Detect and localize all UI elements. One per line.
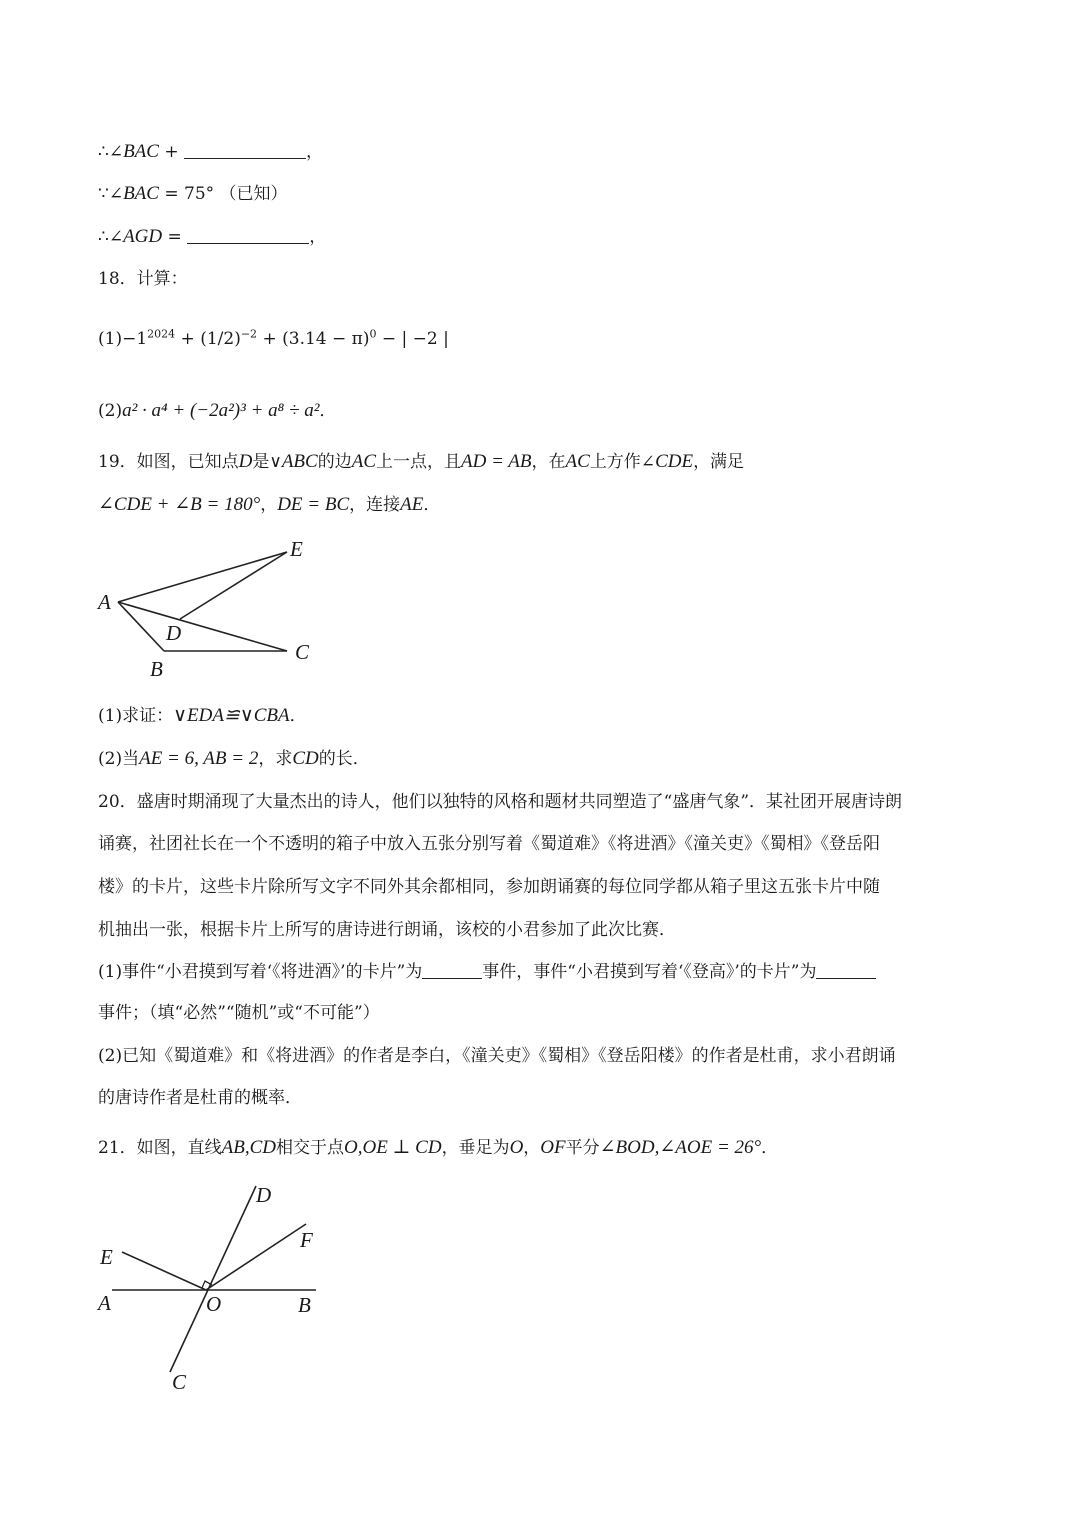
text: 上方作∠ xyxy=(589,452,656,472)
q20-line-3: 楼》的卡片，这些卡片除所写文字不同外其余都相同，参加朗诵赛的每位同学都从箱子里这五张卡片中随 xyxy=(98,877,880,897)
math: ) xyxy=(234,329,241,349)
text: (1)事件“小君摸到写着‘《将进酒》’的卡片”为 xyxy=(98,962,423,982)
point-label-A: A xyxy=(98,1291,111,1315)
answer-blank[interactable] xyxy=(184,158,306,159)
segment-AC xyxy=(118,602,287,651)
text: ∵∠ xyxy=(98,184,124,204)
answer-blank[interactable] xyxy=(187,243,309,244)
text: ，满足 xyxy=(693,452,745,472)
exponent: 2024 xyxy=(147,327,176,341)
q18-part-1 xyxy=(98,326,449,352)
point-label-E: E xyxy=(290,537,303,561)
math-var: OF xyxy=(540,1137,566,1158)
math: ∠CDE + ∠B = 180° xyxy=(98,494,261,515)
q21-line-1 xyxy=(98,1135,778,1161)
text: ． xyxy=(319,401,337,421)
math: DE = BC xyxy=(277,494,350,515)
math: + (3.14 − π) xyxy=(257,329,370,349)
segment-DE xyxy=(180,552,287,619)
q20-sub-2-line-1: (2)已知《蜀道难》和《将进酒》的作者是李白，《潼关吏》《蜀相》《登岳阳楼》的作者是杜甫，求小君朗诵 xyxy=(98,1046,896,1066)
math-var: AE xyxy=(400,494,424,515)
point-label-E: E xyxy=(100,1245,113,1269)
text: 上一点，且 xyxy=(376,452,461,472)
math: O,OE ⊥ CD xyxy=(344,1137,442,1158)
text: 的边 xyxy=(317,452,352,472)
text: 事件，事件“小君摸到写着‘《登高》’的卡片”为 xyxy=(482,962,817,982)
q19-sub-1 xyxy=(98,703,307,729)
q18-title: 18．计算： xyxy=(98,269,188,289)
q19-figure xyxy=(90,535,330,685)
point-label-O: O xyxy=(206,1292,222,1316)
q20-line-4: 机抽出一张，根据卡片上所写的唐诗进行朗诵，该校的小君参加了此次比赛． xyxy=(98,920,676,940)
text: 21．如图，直线 xyxy=(98,1138,222,1158)
math: −1 xyxy=(122,329,148,349)
math-var: AGD xyxy=(123,226,163,247)
point-label-C: C xyxy=(295,640,310,664)
math-var: O xyxy=(509,1137,524,1158)
point-label-C: C xyxy=(172,1370,187,1394)
text: ， xyxy=(306,142,324,162)
point-label-A: A xyxy=(98,590,111,614)
text: = xyxy=(162,227,188,247)
math: − | −2 | xyxy=(376,329,449,349)
math-var: AC xyxy=(351,451,376,472)
ray-OF xyxy=(206,1224,306,1290)
q20-sub-2-line-2: 的唐诗作者是杜甫的概率． xyxy=(98,1088,302,1108)
math: ∠BOD,∠AOE = 26° xyxy=(599,1137,762,1158)
text: + xyxy=(158,142,185,162)
text: ∴∠ xyxy=(98,142,124,162)
text: 19．如图，已知点 xyxy=(98,452,239,472)
answer-blank[interactable] xyxy=(816,978,876,979)
point-label-B: B xyxy=(298,1293,311,1317)
math-var: CDE xyxy=(655,451,694,472)
math: AD = AB xyxy=(461,451,532,472)
q17-line-3 xyxy=(98,224,326,250)
exponent: −2 xyxy=(240,327,258,341)
text: ． xyxy=(761,1138,779,1158)
point-label-F: F xyxy=(300,1228,313,1252)
q19-line-2 xyxy=(98,492,440,518)
text: ， xyxy=(309,227,327,247)
point-label-B: B xyxy=(150,657,163,681)
point-label-D: D xyxy=(166,621,182,645)
q17-line-2 xyxy=(98,181,288,207)
math-var: BAC xyxy=(123,183,159,204)
text: 相交于点 xyxy=(276,1138,344,1158)
text: ， xyxy=(260,495,278,515)
text: ， xyxy=(523,1138,541,1158)
segment-AE xyxy=(118,552,287,602)
text: (1)求证： xyxy=(98,706,174,726)
math-var: BAC xyxy=(123,141,159,162)
text: ∴∠ xyxy=(98,227,124,247)
ray-OE xyxy=(122,1252,206,1290)
math: ∨EDA≌∨CBA xyxy=(173,705,290,726)
exponent: 0 xyxy=(369,327,377,341)
text: 的长． xyxy=(318,749,370,769)
text: ，在 xyxy=(531,452,566,472)
q20-sub-1-cont: 事件；（填“必然”“随机”或“不可能”） xyxy=(98,1003,380,1023)
point-label-D: D xyxy=(256,1183,272,1207)
fraction: 1/2 xyxy=(206,329,235,349)
q18-part-2 xyxy=(98,398,336,424)
math: AE = 6, AB = 2 xyxy=(139,748,259,769)
text: ，求 xyxy=(258,749,293,769)
part-label: (2) xyxy=(98,401,123,421)
q19-line-1 xyxy=(98,449,744,475)
text: (2)当 xyxy=(98,749,140,769)
math-var: AC xyxy=(565,451,590,472)
math-var: CD xyxy=(292,748,319,769)
q17-line-1 xyxy=(98,139,323,165)
answer-blank[interactable] xyxy=(422,978,482,979)
text: ，连接 xyxy=(349,495,401,515)
q20-line-2: 诵赛，社团社长在一个不透明的箱子中放入五张分别写着《蜀道难》《将进酒》《潼关吏》《蜀相》《登岳阳 xyxy=(98,834,880,854)
q20-sub-1 xyxy=(98,959,876,985)
text: ． xyxy=(423,495,441,515)
math: a² · a⁴ + (−2a²)³ + a⁸ ÷ a² xyxy=(122,400,320,421)
text: ，垂足为 xyxy=(441,1138,510,1158)
math-var: ABC xyxy=(281,451,318,472)
q21-figure xyxy=(90,1180,330,1395)
text: = 75° （已知） xyxy=(158,184,288,204)
text: 是∨ xyxy=(252,452,282,472)
text: ． xyxy=(289,706,307,726)
q19-sub-2 xyxy=(98,746,370,772)
q20-line-1: 20．盛唐时期涌现了大量杰出的诗人，他们以独特的风格和题材共同塑造了“盛唐气象”．某社团开展唐诗朗 xyxy=(98,792,903,812)
math: AB,CD xyxy=(221,1137,276,1158)
math-var: D xyxy=(238,451,253,472)
text: 平分 xyxy=(565,1138,600,1158)
part-label: (1) xyxy=(98,329,123,349)
math: + ( xyxy=(175,329,207,349)
